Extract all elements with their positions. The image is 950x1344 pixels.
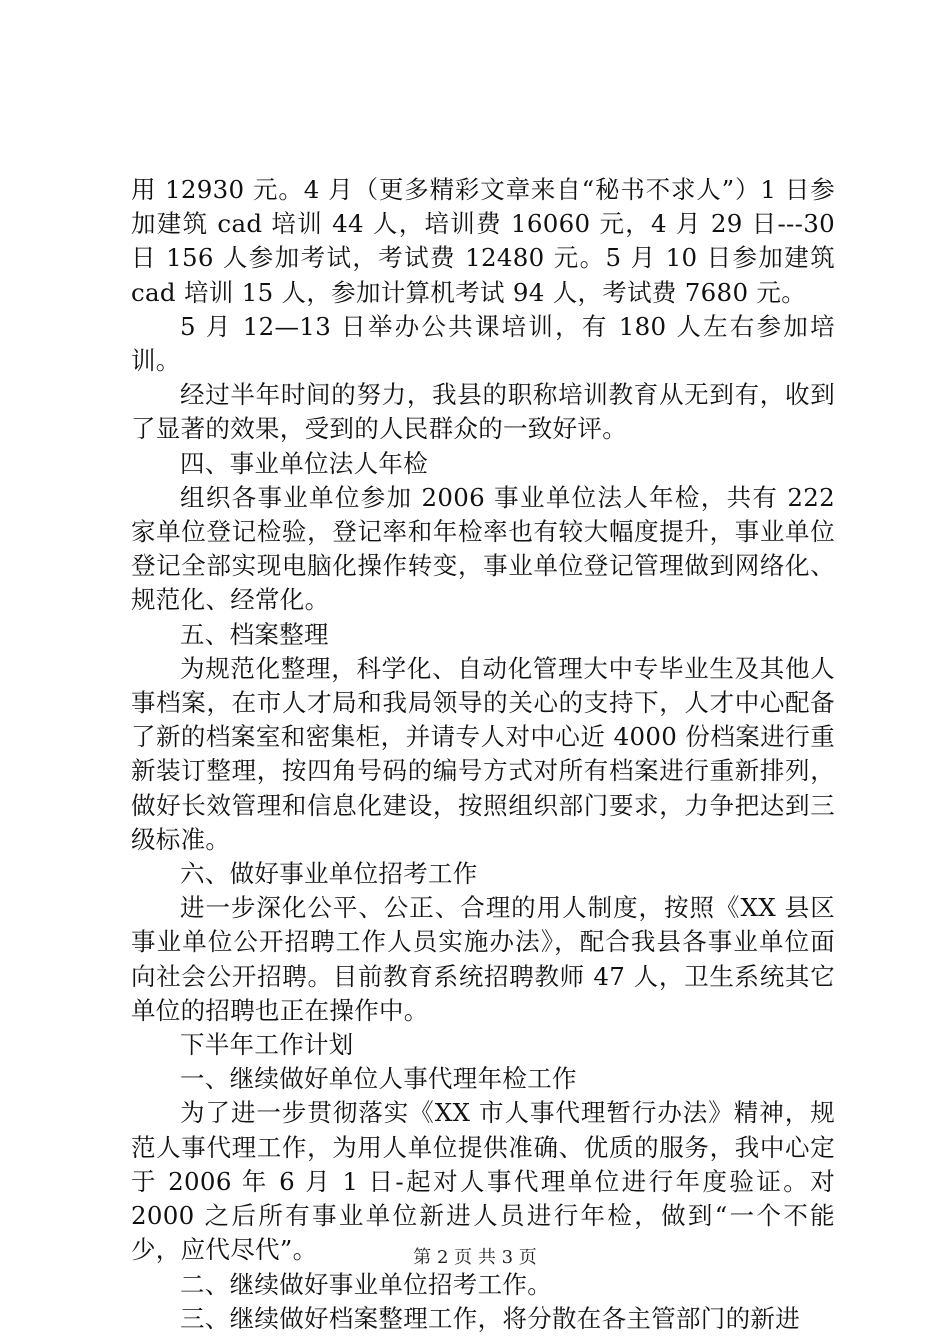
- document-body: [131, 173, 835, 1336]
- section-heading: 一、继续做好单位人事代理年检工作: [180, 1064, 577, 1094]
- section-heading: 四、事业单位法人年检: [180, 448, 428, 478]
- paragraph: 二、继续做好事业单位招考工作。: [180, 1269, 552, 1299]
- paragraph: 进一步深化公平、公正、合理的用人制度，按照《XX 县区事业单位公开招聘工作人员实施办法》，配合我县各事业单位面向社会公开招聘。目前教育系统招聘教师 47 人，卫生系统其它单位的招聘也正在操作中。: [131, 893, 835, 1025]
- section-heading: 下半年工作计划: [180, 1030, 354, 1060]
- paragraph: 为了进一步贯彻落实《XX 市人事代理暂行办法》精神，规范人事代理工作，为用人单位提供准确、优质的服务，我中心定于 2006 年 6 月 1 日-起对人事代理单位进行年度验证。对 2000 之后所有事业单位新进人员进行年检，做到“一个不能少，应代尽代”。: [131, 1098, 835, 1265]
- paragraph: 用 12930 元。4 月（更多精彩文章来自“秘书不求人”）1 日参加建筑 cad 培训 44 人，培训费 16060 元，4 月 29 日---30 日 156 人参加考试，考试费 12480 元。5 月 10 日参加建筑 cad 培训 15 人，参加计算机考试 94 人，考试费 7680 元。: [131, 175, 835, 307]
- section-heading: 六、做好事业单位招考工作: [180, 859, 478, 889]
- paragraph: 5 月 12—13 日举办公共课培训，有 180 人左右参加培训。: [131, 311, 835, 376]
- paragraph: 为规范化整理，科学化、自动化管理大中专毕业生及其他人事档案，在市人才局和我局领导的关心的支持下，人才中心配备了新的档案室和密集柜，并请专人对中心近 4000 份档案进行重新装订整理，按四角号码的编号方式对所有档案进行重新排列，做好长效管理和信息化建设，按照组织部门要求，力争把达到三级标准。: [131, 653, 835, 854]
- paragraph: 经过半年时间的努力，我县的职称培训教育从无到有，收到了显著的效果，受到的人民群众的一致好评。: [131, 380, 835, 444]
- paragraph: 三、继续做好档案整理工作，将分散在各主管部门的新进: [180, 1303, 800, 1333]
- paragraph: 组织各事业单位参加 2006 事业单位法人年检，共有 222 家单位登记检验，登记率和年检率也有较大幅度提升，事业单位登记全部实现电脑化操作转变，事业单位登记管理做到网络化、规范化、经常化。: [131, 482, 835, 615]
- section-heading: 五、档案整理: [180, 619, 329, 649]
- page-footer: 第 2 页 共 3 页: [413, 1247, 537, 1268]
